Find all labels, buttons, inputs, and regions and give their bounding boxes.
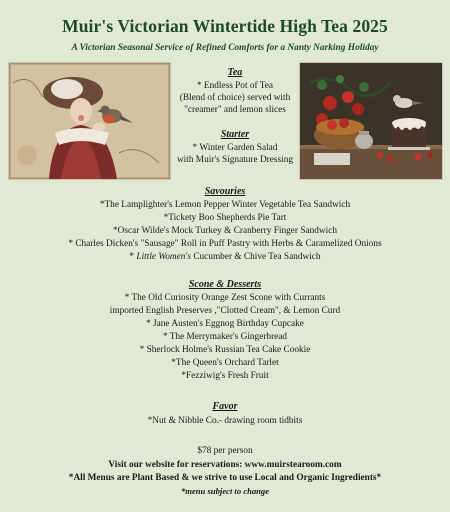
savouries-item: * Charles Dicken's "Sausage" Roll in Puff Pastry with Herbs & Caramelized Onions [68,239,382,249]
tea-line: "creamer" and lemon slices [184,105,286,115]
favor-heading: Favor [212,401,238,412]
scones-item: * Sherlock Holme's Russian Tea Cake Cookie [139,345,311,355]
scones-item: *The Queen's Orchard Tarlet [171,358,279,368]
subject-to-change-note: *menu subject to change [180,486,270,496]
starter-line: * Winter Garden Salad [192,143,278,153]
victorian-lady-robin-illustration [9,63,170,179]
favor-item: *Nut & Nibble Co.- drawing room tidbits [147,416,303,426]
menu-subtitle: A Victorian Seasonal Service of Refined Comforts for a Nanty Narking Holiday [71,43,379,53]
savouries-item: *Tickety Boo Shepherds Pie Tart [163,213,287,223]
tea-heading: Tea [227,67,243,78]
little-women-title: Little Women's [136,252,191,262]
scones-item: *Fezziwig's Fresh Fruit [181,371,269,381]
scones-heading: Scone & Desserts [188,279,262,290]
savouries-item [0,251,450,263]
website-line: Visit our website for reservations: www.muirstearoom.com [108,460,342,470]
price: $78 per person [197,446,253,456]
starter-line: with Muir's Signature Dressing [176,155,294,165]
plant-based-note: *All Menus are Plant Based & we strive to use Local and Organic Ingredients* [68,473,382,483]
savouries-item: *Oscar Wilde's Mock Turkey & Cranberry Finger Sandwich [113,226,337,236]
scones-item: imported English Preserves ,"Clotted Cream", & Lemon Curd [109,306,341,316]
scones-item: * Jane Austen's Eggnog Birthday Cupcake [146,319,304,329]
savouries-item-prefix: * [129,252,137,262]
tea-table-still-life-image [300,63,442,179]
savouries-heading: Savouries [204,186,246,197]
starter-heading: Starter [220,129,250,140]
savouries-item-rest: Cucumber & Chive Tea Sandwich [191,252,321,262]
scones-item: * The Merrymaker's Gingerbread [162,332,288,342]
tea-line: * Endless Pot of Tea [196,81,274,91]
tea-line: (Blend of choice) served with [179,93,291,103]
scones-item: * The Old Curiosity Orange Zest Scone with Currants [124,293,326,303]
menu-title: Muir's Victorian Wintertide High Tea 2025 [62,16,388,36]
savouries-item: *The Lamplighter's Lemon Pepper Winter Vegetable Tea Sandwich [99,200,351,210]
